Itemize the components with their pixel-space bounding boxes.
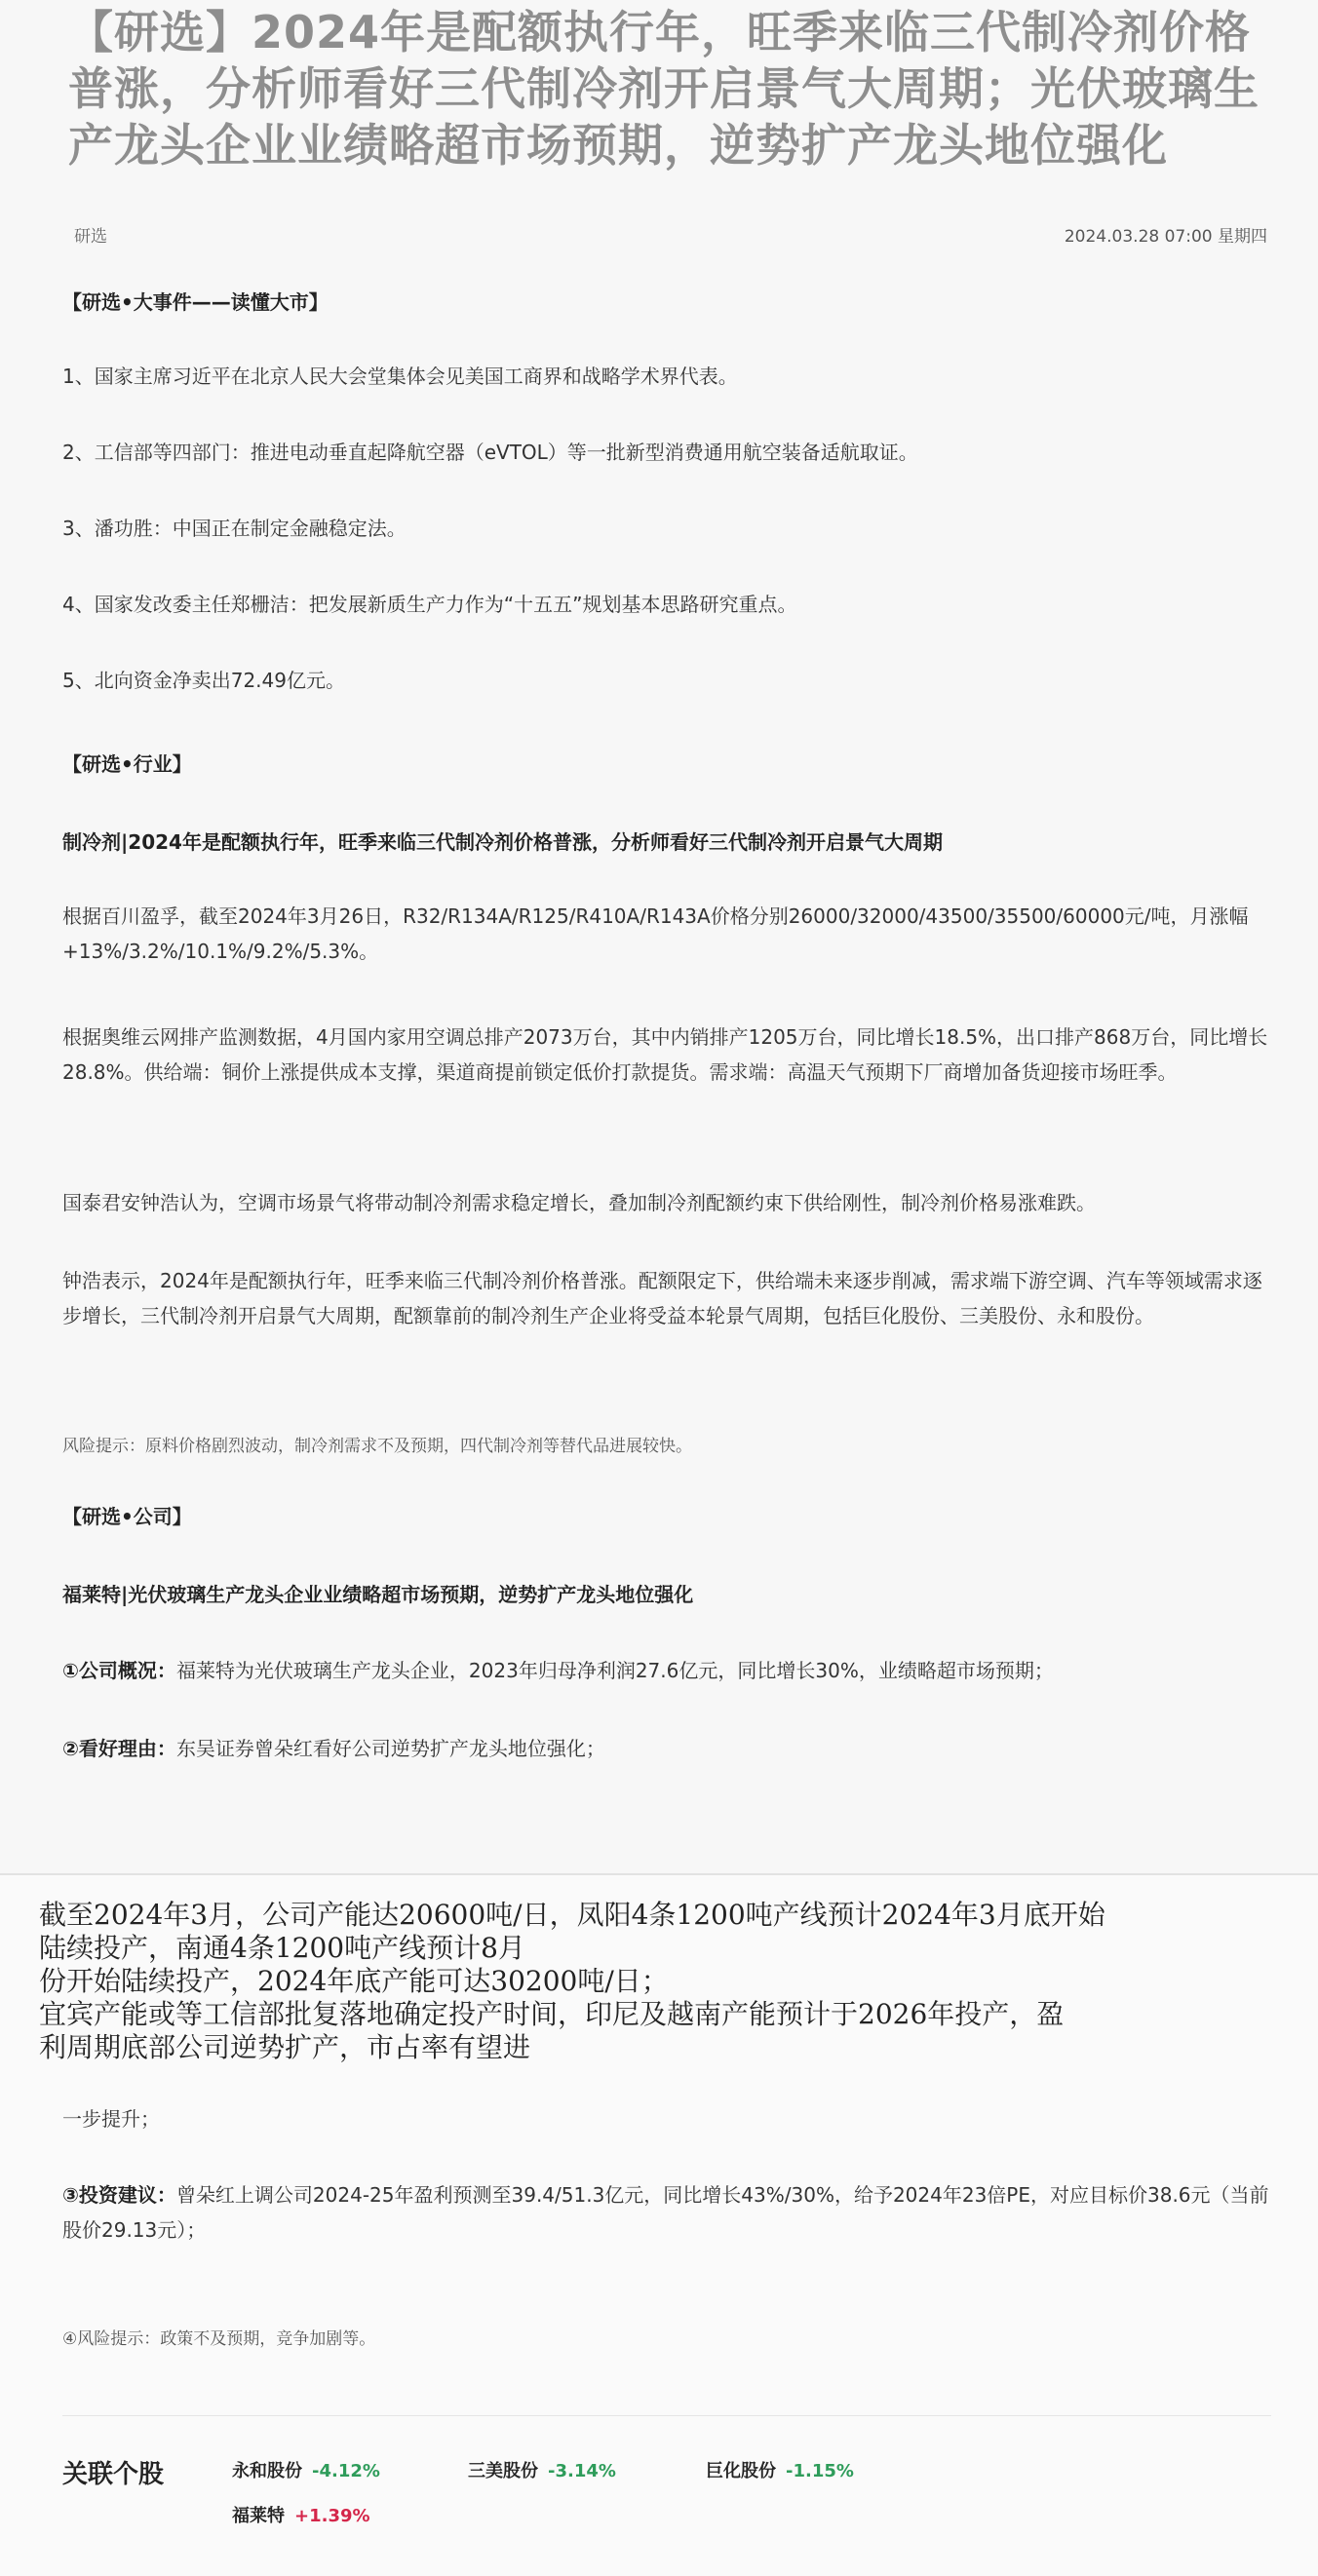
company-reason-text: 东吴证券曾朵红看好公司逆势扩产龙头地位强化； xyxy=(175,1737,605,1760)
company-reason-label: ②看好理由： xyxy=(62,1737,176,1760)
capacity-text-block xyxy=(39,1899,1277,2064)
company-overview-text: 福莱特为光伏玻璃生产龙头企业，2023年归母净利润27.6亿元，同比增长30%，业绩略超市场预期； xyxy=(175,1659,1054,1682)
market-item: 1、国家主席习近平在北京人民大会堂集体会见美国工商界和战略学术界代表。 xyxy=(62,365,738,388)
stock-name: 三美股份 xyxy=(468,2461,538,2481)
market-item: 2、工信部等四部门：推进电动垂直起降航空器（eVTOL）等一批新型消费通用航空装备适航取证。 xyxy=(62,441,918,464)
capacity-line: 利周期底部公司逆势扩产，市占率有望进 xyxy=(39,2031,531,2063)
related-stock-yonghe[interactable] xyxy=(232,2457,380,2482)
market-item: 5、北向资金净卖出72.49亿元。 xyxy=(62,669,345,692)
section-heading-market: 【研选•大事件——读懂大市】 xyxy=(62,290,329,314)
company-advice-label: ③投资建议： xyxy=(62,2183,176,2207)
company-subtitle: 福莱特|光伏玻璃生产龙头企业业绩略超市场预期，逆势扩产龙头地位强化 xyxy=(62,1583,694,1606)
section-heading-company: 【研选•公司】 xyxy=(62,1505,192,1528)
company-overview xyxy=(62,1653,1271,1688)
company-reason xyxy=(62,1731,1271,1766)
market-item: 3、潘功胜：中国正在制定金融稳定法。 xyxy=(62,517,407,540)
related-stock-sanmei[interactable] xyxy=(468,2457,616,2482)
related-divider xyxy=(62,2415,1271,2416)
stock-name: 福莱特 xyxy=(232,2506,285,2526)
company-overview-label: ①公司概况： xyxy=(62,1659,176,1682)
capacity-continuation: 一步提升； xyxy=(62,2107,160,2131)
article-date: 2024.03.28 07:00 星期四 xyxy=(1064,227,1267,247)
capacity-line: 宜宾产能或等工信部批复落地确定投产时间，印尼及越南产能预计于2026年投产，盈 xyxy=(39,1998,1065,2030)
stock-change: -4.12% xyxy=(312,2461,380,2481)
stock-change: -1.15% xyxy=(786,2461,854,2481)
industry-paragraph: 国泰君安钟浩认为，空调市场景气将带动制冷剂需求稳定增长，叠加制冷剂配额约束下供给刚性，制冷剂价格易涨难跌。 xyxy=(62,1191,1096,1214)
stock-name: 永和股份 xyxy=(232,2461,302,2481)
industry-subtitle: 制冷剂|2024年是配额执行年，旺季来临三代制冷剂价格普涨，分析师看好三代制冷剂开启景气大周期 xyxy=(62,830,943,854)
article-title: 【研选】2024年是配额执行年，旺季来临三代制冷剂价格普涨，分析师看好三代制冷剂开启景气大周期；光伏玻璃生产龙头企业业绩略超市场预期，逆势扩产龙头地位强化 xyxy=(68,6,1260,172)
stock-change: -3.14% xyxy=(548,2461,616,2481)
industry-risk-note: 风险提示：原料价格剧烈波动，制冷剂需求不及预期，四代制冷剂等替代品进展较快。 xyxy=(62,1437,692,1456)
capacity-line: 截至2024年3月，公司产能达20600吨/日，凤阳4条1200吨产线预计2024年3月底开始 xyxy=(39,1899,1105,1931)
section-heading-industry: 【研选•行业】 xyxy=(62,752,192,776)
company-advice-text: 曾朵红上调公司2024-25年盈利预测至39.4/51.3亿元，同比增长43%/30%，给予2024年23倍PE，对应目标价38.6元（当前股价29.13元）； xyxy=(62,2183,1269,2242)
market-item: 4、国家发改委主任郑栅洁：把发展新质生产力作为“十五五”规划基本思路研究重点。 xyxy=(62,593,797,616)
company-risk-note: ④风险提示：政策不及预期，竞争加剧等。 xyxy=(62,2329,376,2349)
article-source[interactable]: 研选 xyxy=(74,227,107,247)
capacity-line: 份开始陆续投产，2024年底产能可达30200吨/日； xyxy=(39,1965,669,1997)
industry-paragraph: 根据百川盈孚，截至2024年3月26日，R32/R134A/R125/R410A/R143A价格分别26000/32000/43500/35500/60000元/吨，月涨幅+13%/3.2%/10.1%/9.2%/5.3%。 xyxy=(62,904,1249,963)
related-stock-juhua[interactable] xyxy=(706,2457,854,2482)
related-stocks-title: 关联个股 xyxy=(62,2460,165,2489)
stock-name: 巨化股份 xyxy=(706,2461,776,2481)
capacity-line: 陆续投产，南通4条1200吨产线预计8月 xyxy=(39,1932,525,1964)
industry-paragraph: 根据奥维云网排产监测数据，4月国内家用空调总排产2073万台，其中内销排产1205万台，同比增长18.5%，出口排产868万台，同比增长28.8%。供给端：铜价上涨提供成本支撑，渠道商提前锁定低价打款提货。需求端：高温天气预期下厂商增加备货迎接市场旺季。 xyxy=(62,1025,1268,1084)
stock-change: +1.39% xyxy=(294,2506,370,2526)
related-stock-flat[interactable] xyxy=(232,2502,370,2527)
industry-paragraph: 钟浩表示，2024年是配额执行年，旺季来临三代制冷剂价格普涨。配额限定下，供给端未来逐步削减，需求端下游空调、汽车等领域需求逐步增长，三代制冷剂开启景气大周期，配额靠前的制冷剂生产企业将受益本轮景气周期，包括巨化股份、三美股份、永和股份。 xyxy=(62,1269,1262,1327)
company-advice xyxy=(62,2177,1271,2248)
